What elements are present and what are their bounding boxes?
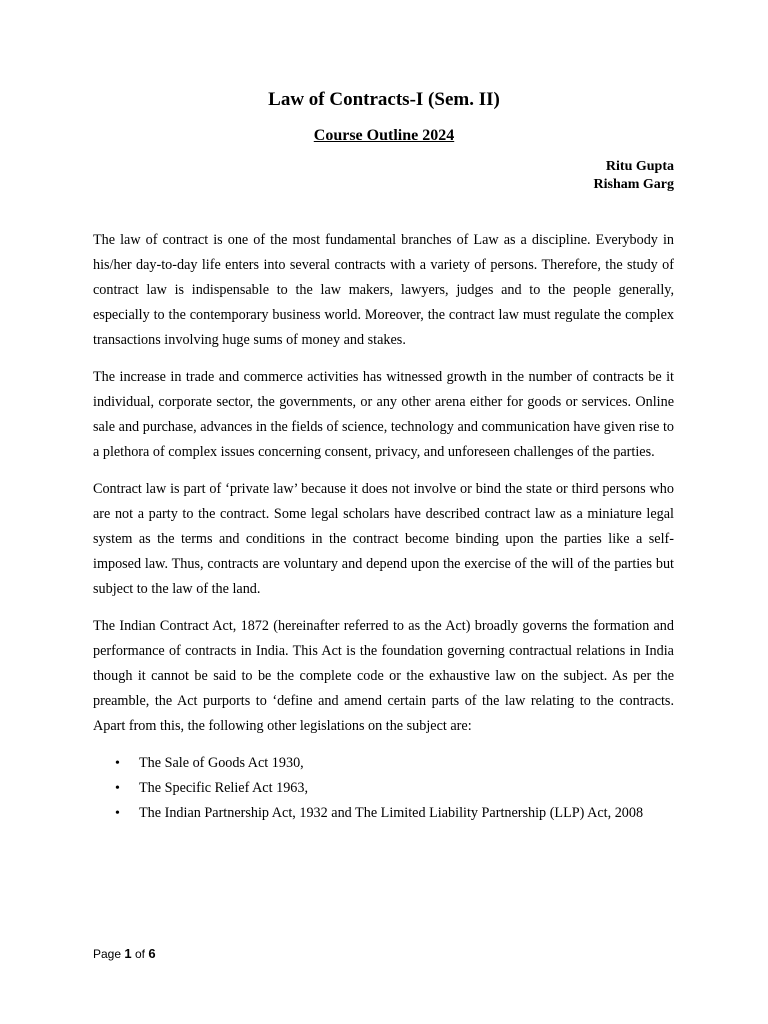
page-label: Page — [93, 947, 122, 961]
page-footer — [93, 945, 156, 963]
bullet-icon: • — [115, 806, 120, 821]
body-paragraph: Contract law is part of ‘private law’ because it does not involve or bind the state or third persons who are not a party to the contract. Some legal scholars have described contract law as a miniature legal system as the terms and conditions in the contract become binding upon the parties like a self-imposed law. Thus, contracts are voluntary and depend upon the exercise of the will of the parties but subject to the law of the land. — [93, 481, 674, 597]
of-label: of — [134, 947, 145, 961]
document-body — [93, 228, 674, 826]
list-item-text: The Indian Partnership Act, 1932 and The Limited Liability Partnership (LLP) Act, 2008 — [139, 805, 644, 821]
body-paragraph: The increase in trade and commerce activities has witnessed growth in the number of contracts be it individual, corporate sector, the governments, or any other arena either for goods or services. Online sale and purchase, advances in the fields of science, technology and communication have given rise to a plethora of complex issues concerning consent, privacy, and unforeseen challenges of the parties. — [93, 369, 674, 460]
author-name: Ritu Gupta — [605, 159, 674, 174]
page-total: 6 — [148, 946, 156, 961]
list-item — [93, 801, 674, 826]
body-paragraph: The law of contract is one of the most fundamental branches of Law as a discipline. Everybody in his/her day-to-day life enters into several contracts with a variety of persons. Therefore, the study of contract law is indispensable to the law makers, lawyers, judges and to the people generally, especially to the contemporary business world. Moreover, the contract law must regulate the complex transactions involving huge sums of money and stakes. — [93, 232, 674, 348]
legislation-list — [93, 751, 674, 826]
bullet-icon: • — [115, 781, 120, 796]
list-item — [93, 751, 674, 776]
page-current: 1 — [124, 946, 132, 961]
list-item-text: The Specific Relief Act 1963, — [139, 780, 309, 796]
author-name: Risham Garg — [593, 177, 674, 192]
body-paragraph: The Indian Contract Act, 1872 (hereinafter referred to as the Act) broadly governs the formation and performance of contracts in India. This Act is the foundation governing contractual relations in India though it cannot be said to be the complete code or the exhaustive law on the subject. As per the preamble, the Act purports to ‘define and amend certain parts of the law relating to the contracts. Apart from this, the following other legislations on the subject are: — [93, 618, 674, 734]
list-item — [93, 776, 674, 801]
list-item-text: The Sale of Goods Act 1930, — [139, 755, 304, 771]
bullet-icon: • — [115, 756, 120, 771]
document-subtitle: Course Outline 2024 — [313, 127, 455, 144]
authors-block — [594, 158, 675, 194]
document-title: Law of Contracts-I (Sem. II) — [268, 89, 500, 110]
